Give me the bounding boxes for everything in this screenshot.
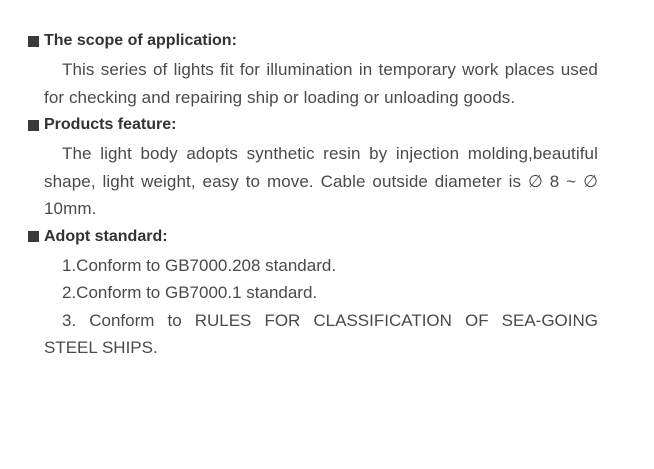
features-heading-text: Products feature: — [44, 116, 177, 133]
features-text: The light body adopts synthetic resin by injection molding,beautiful shape, light weight, easy to move. Cable outside diameter is ∅ 8 ~ ∅ 10mm. — [44, 144, 598, 218]
square-bullet-icon — [28, 120, 39, 131]
standard-section — [28, 226, 598, 362]
scope-section — [28, 30, 598, 111]
standard-item-3: 3. Conform to RULES FOR CLASSIFICATION OF SEA-GOING STEEL SHIPS. — [44, 310, 598, 357]
features-heading — [28, 114, 598, 136]
scope-heading — [28, 30, 598, 52]
square-bullet-icon — [28, 231, 39, 242]
standard-heading-text: Adopt standard: — [44, 227, 168, 245]
standard-item-2: 2.Conform to GB7000.1 standard. — [62, 283, 318, 302]
standard-heading — [28, 226, 598, 248]
document-body — [28, 30, 598, 362]
standard-item-1: 1.Conform to GB7000.208 standard. — [62, 255, 337, 275]
features-section — [28, 114, 598, 223]
square-bullet-icon — [28, 36, 39, 47]
scope-text: This series of lights fit for illumination in temporary work places used for checking and repairing ship or loading or unloading goods. — [44, 60, 598, 107]
scope-heading-text: The scope of application: — [44, 32, 237, 49]
